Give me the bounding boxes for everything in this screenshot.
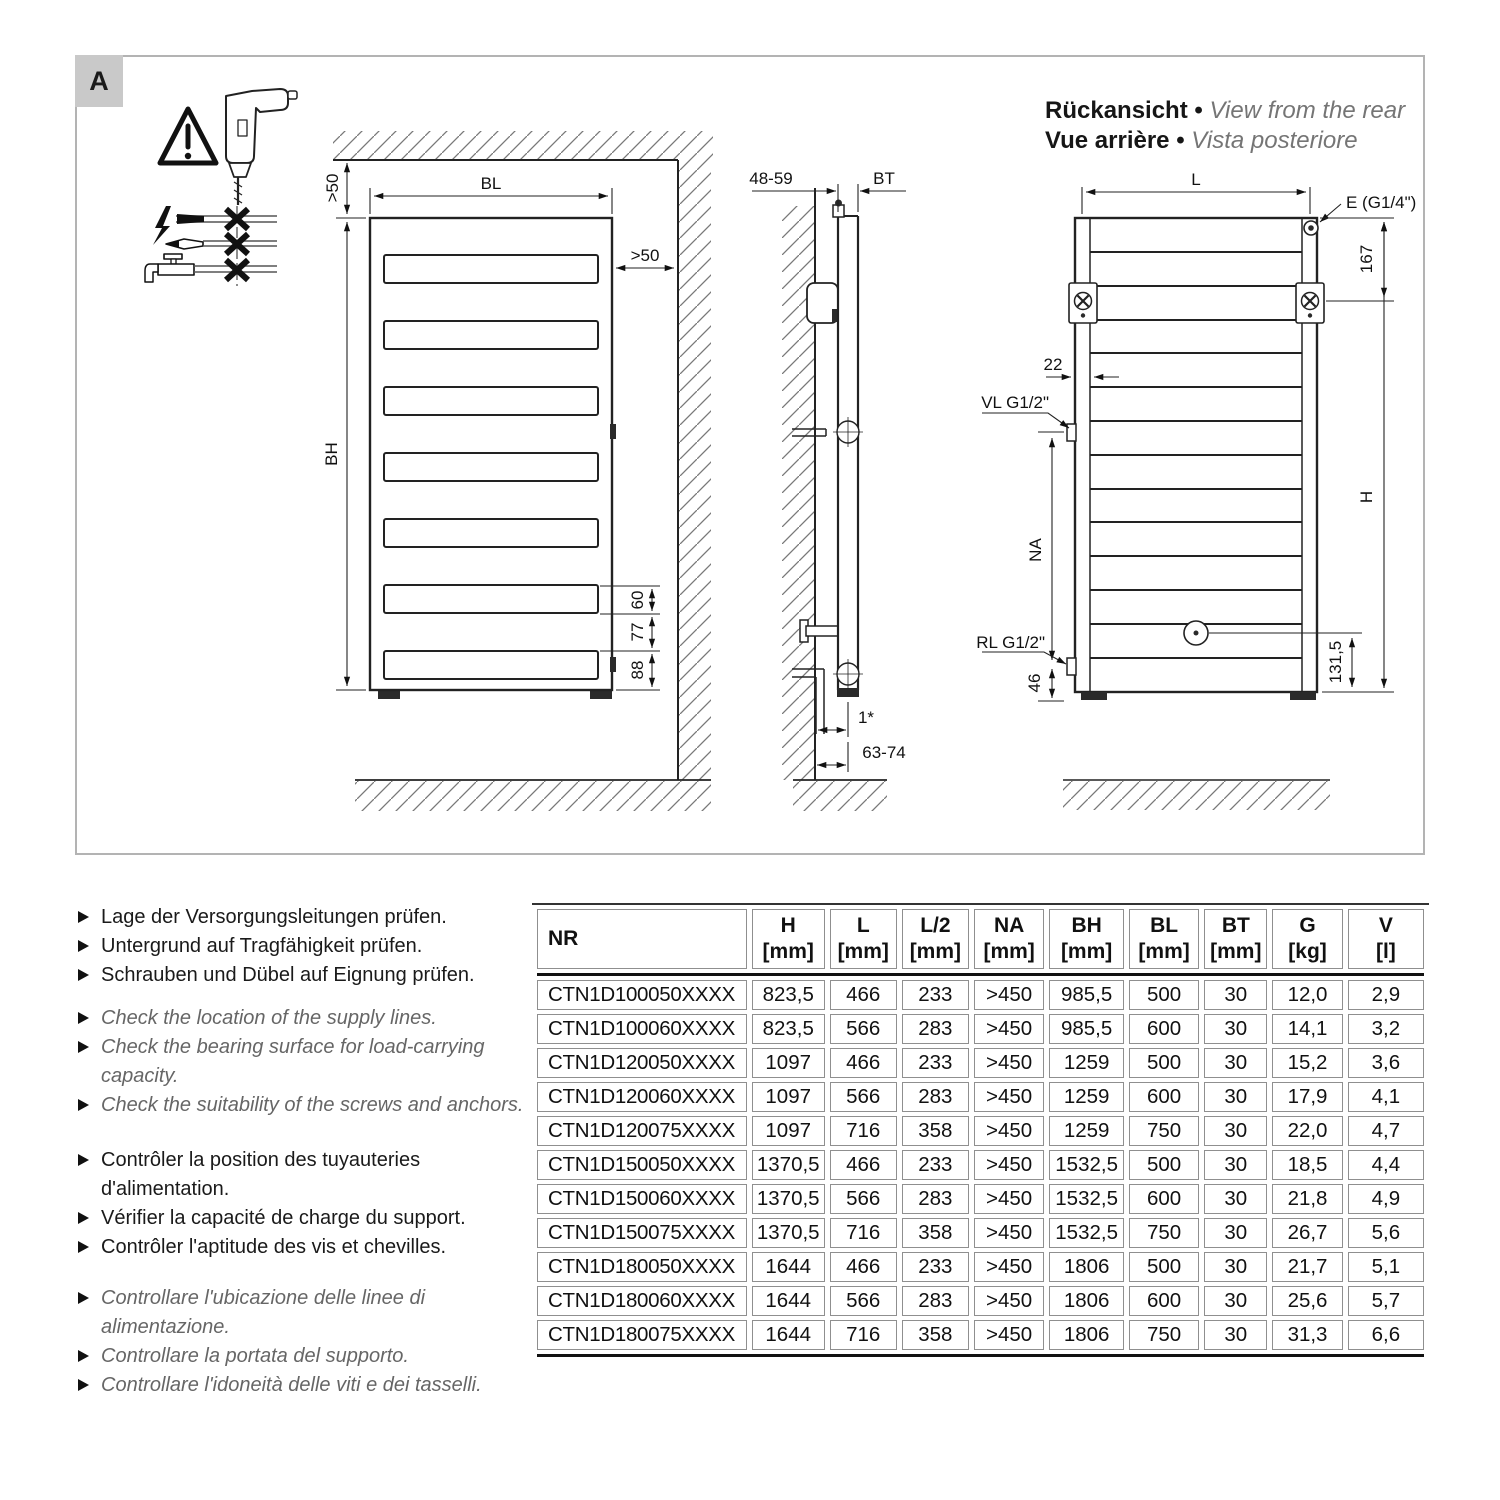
value-cell: 15,2: [1272, 1048, 1342, 1078]
value-cell: 1806: [1049, 1286, 1124, 1316]
label-return: RL G1/2": [976, 633, 1045, 652]
dim-label-22: 22: [1043, 355, 1063, 374]
value-cell: 985,5: [1049, 1014, 1124, 1044]
column-header-nr: NR: [537, 909, 747, 969]
value-cell: 30: [1204, 1048, 1267, 1078]
column-header-l2: L/2 [mm]: [902, 909, 969, 969]
bullet-triangle-icon: [78, 940, 89, 952]
table-row: [537, 1150, 1424, 1180]
value-cell: 3,6: [1348, 1048, 1424, 1078]
dim-label-pipe-distance: 63-74: [862, 743, 906, 762]
value-cell: 30: [1204, 1184, 1267, 1214]
value-cell: 1370,5: [752, 1184, 825, 1214]
instruction-text: Check the location of the supply lines.: [101, 1007, 437, 1029]
label-flow: VL G1/2": [981, 393, 1049, 412]
instruction-item: [78, 1091, 533, 1120]
value-cell: >450: [974, 1320, 1044, 1350]
value-cell: 30: [1204, 1218, 1267, 1248]
table-row: [537, 1218, 1424, 1248]
value-cell: 1259: [1049, 1082, 1124, 1112]
instruction-item: [78, 932, 533, 961]
instruction-text: Vérifier la capacité de charge du support.: [101, 1207, 466, 1229]
bullet-triangle-icon: [78, 1292, 89, 1304]
part-number-cell: CTN1D120050XXXX: [537, 1048, 747, 1078]
value-cell: 500: [1129, 1252, 1199, 1282]
value-cell: >450: [974, 1014, 1044, 1044]
instruction-text: Contrôler la position des tuyauteries d'alimentation.: [101, 1149, 421, 1200]
bullet-triangle-icon: [78, 1012, 89, 1024]
value-cell: 500: [1129, 1048, 1199, 1078]
value-cell: 30: [1204, 1150, 1267, 1180]
value-cell: 600: [1129, 1082, 1199, 1112]
value-cell: 1097: [752, 1116, 825, 1146]
value-cell: 30: [1204, 1082, 1267, 1112]
header-row: [537, 909, 1424, 969]
lightning-icon: [153, 206, 171, 245]
value-cell: 17,9: [1272, 1082, 1342, 1112]
value-cell: 716: [830, 1116, 897, 1146]
value-cell: 30: [1204, 1116, 1267, 1146]
value-cell: 566: [830, 1286, 897, 1316]
table-row: [537, 1014, 1424, 1044]
value-cell: 1259: [1049, 1116, 1124, 1146]
table-row: [537, 1184, 1424, 1214]
part-number-cell: CTN1D150050XXXX: [537, 1150, 747, 1180]
value-cell: 5,1: [1348, 1252, 1424, 1282]
dim-label-side-clearance: >50: [630, 246, 660, 265]
rear-view: [976, 170, 1416, 810]
instruction-item: [78, 1033, 533, 1091]
value-cell: >450: [974, 1184, 1044, 1214]
dim-label-top-clearance: >50: [323, 173, 342, 203]
faucet-icon: [145, 254, 194, 282]
value-cell: 21,8: [1272, 1184, 1342, 1214]
caption-de: Rückansicht: [1045, 97, 1188, 124]
dim-label-60: 60: [628, 590, 647, 610]
caption-line-2: Vue arrière • Vista posteriore: [1045, 127, 1358, 154]
bullet-triangle-icon: [78, 969, 89, 981]
value-cell: 5,6: [1348, 1218, 1424, 1248]
value-cell: 30: [1204, 1286, 1267, 1316]
caption-line-1: Rückansicht • View from the rear: [1045, 97, 1406, 124]
value-cell: 30: [1204, 1014, 1267, 1044]
value-cell: >450: [974, 1218, 1044, 1248]
instruction-item: [78, 903, 533, 932]
value-cell: 1644: [752, 1320, 825, 1350]
value-cell: 31,3: [1272, 1320, 1342, 1350]
side-view: [749, 169, 906, 811]
instruction-item: [78, 1004, 533, 1033]
value-cell: 6,6: [1348, 1320, 1424, 1350]
value-cell: 4,1: [1348, 1082, 1424, 1112]
value-cell: 566: [830, 1082, 897, 1112]
value-cell: 21,7: [1272, 1252, 1342, 1282]
instruction-item: [78, 1204, 533, 1233]
value-cell: 500: [1129, 980, 1199, 1010]
value-cell: 12,0: [1272, 980, 1342, 1010]
dim-label-bh: BH: [322, 442, 341, 466]
instruction-group-de: [78, 903, 533, 990]
table-row: [537, 980, 1424, 1010]
value-cell: 566: [830, 1184, 897, 1214]
value-cell: 985,5: [1049, 980, 1124, 1010]
column-header-h: H [mm]: [752, 909, 825, 969]
instruction-group-fr: [78, 1146, 533, 1262]
column-header-l: L [mm]: [830, 909, 897, 969]
table-row: [537, 1320, 1424, 1350]
value-cell: 716: [830, 1320, 897, 1350]
instructions: [78, 903, 533, 1414]
value-cell: 26,7: [1272, 1218, 1342, 1248]
value-cell: 22,0: [1272, 1116, 1342, 1146]
dim-label-77: 77: [628, 622, 647, 642]
table-row: [537, 1252, 1424, 1282]
value-cell: 30: [1204, 1252, 1267, 1282]
dim-label-thermostat: 131,5: [1326, 640, 1345, 684]
column-header-bh: BH [mm]: [1049, 909, 1124, 969]
value-cell: >450: [974, 1082, 1044, 1112]
front-view: [322, 131, 713, 811]
value-cell: 358: [902, 1116, 969, 1146]
value-cell: 1370,5: [752, 1218, 825, 1248]
instruction-item: [78, 1342, 533, 1371]
rear-view-caption: [1045, 96, 1406, 156]
caption-en: View from the rear: [1209, 97, 1406, 124]
value-cell: 4,9: [1348, 1184, 1424, 1214]
value-cell: 1806: [1049, 1252, 1124, 1282]
value-cell: 466: [830, 980, 897, 1010]
dim-label-bt: BT: [873, 169, 895, 188]
bullet-triangle-icon: [78, 1041, 89, 1053]
value-cell: 233: [902, 1252, 969, 1282]
value-cell: 4,7: [1348, 1116, 1424, 1146]
drill-icon: [226, 89, 297, 205]
bullet-triangle-icon: [78, 1241, 89, 1253]
value-cell: 1097: [752, 1082, 825, 1112]
value-cell: 1644: [752, 1286, 825, 1316]
instruction-text: Controllare la portata del supporto.: [101, 1345, 409, 1367]
dim-label-167: 167: [1357, 244, 1376, 274]
bullet-triangle-icon: [78, 1154, 89, 1166]
dim-label-bl: BL: [480, 174, 502, 193]
value-cell: >450: [974, 1116, 1044, 1146]
value-cell: 358: [902, 1320, 969, 1350]
value-cell: 1532,5: [1049, 1150, 1124, 1180]
value-cell: 716: [830, 1218, 897, 1248]
value-cell: 1532,5: [1049, 1184, 1124, 1214]
instruction-item: [78, 1284, 533, 1342]
value-cell: 233: [902, 980, 969, 1010]
spec-table: [532, 905, 1429, 1361]
part-number-cell: CTN1D120060XXXX: [537, 1082, 747, 1112]
part-number-cell: CTN1D100050XXXX: [537, 980, 747, 1010]
table-row: [537, 1048, 1424, 1078]
part-number-cell: CTN1D100060XXXX: [537, 1014, 747, 1044]
instruction-item: [78, 1371, 533, 1400]
spec-table-container: [532, 903, 1429, 1361]
value-cell: 25,6: [1272, 1286, 1342, 1316]
bullet-triangle-icon: [78, 1099, 89, 1111]
instruction-text: Schrauben und Dübel auf Eignung prüfen.: [101, 964, 475, 986]
instruction-group-en: [78, 1004, 533, 1120]
value-cell: 566: [830, 1014, 897, 1044]
column-header-na: NA [mm]: [974, 909, 1044, 969]
value-cell: 18,5: [1272, 1150, 1342, 1180]
value-cell: 1097: [752, 1048, 825, 1078]
dim-label-46: 46: [1025, 673, 1044, 693]
column-header-bt: BT [mm]: [1204, 909, 1267, 969]
part-number-cell: CTN1D120075XXXX: [537, 1116, 747, 1146]
value-cell: 233: [902, 1048, 969, 1078]
value-cell: 823,5: [752, 1014, 825, 1044]
column-header-bl: BL [mm]: [1129, 909, 1199, 969]
caption-fr: Vue arrière: [1045, 127, 1170, 154]
instruction-text: Controllare l'ubicazione delle linee di alimentazione.: [101, 1287, 426, 1338]
value-cell: >450: [974, 1048, 1044, 1078]
caption-it: Vista posteriore: [1191, 127, 1358, 154]
value-cell: 466: [830, 1252, 897, 1282]
panel-label: A: [75, 55, 123, 107]
value-cell: 750: [1129, 1116, 1199, 1146]
dim-label-l: L: [1191, 170, 1201, 189]
dim-label-88: 88: [628, 660, 647, 680]
value-cell: 2,9: [1348, 980, 1424, 1010]
value-cell: 358: [902, 1218, 969, 1248]
value-cell: >450: [974, 980, 1044, 1010]
value-cell: >450: [974, 1286, 1044, 1316]
technical-drawing: [75, 55, 1425, 855]
value-cell: 750: [1129, 1320, 1199, 1350]
value-cell: >450: [974, 1252, 1044, 1282]
value-cell: 823,5: [752, 980, 825, 1010]
instruction-item: [78, 961, 533, 990]
return-fitting: [1067, 658, 1076, 675]
bullet-triangle-icon: [78, 1350, 89, 1362]
value-cell: 466: [830, 1048, 897, 1078]
value-cell: 14,1: [1272, 1014, 1342, 1044]
header-rule: [537, 973, 1424, 976]
value-cell: 600: [1129, 1014, 1199, 1044]
value-cell: 5,7: [1348, 1286, 1424, 1316]
instruction-text: Check the suitability of the screws and anchors.: [101, 1094, 524, 1116]
table-row: [537, 1116, 1424, 1146]
value-cell: 1259: [1049, 1048, 1124, 1078]
value-cell: 1532,5: [1049, 1218, 1124, 1248]
value-cell: 283: [902, 1082, 969, 1112]
part-number-cell: CTN1D180075XXXX: [537, 1320, 747, 1350]
dim-label-h: H: [1357, 490, 1376, 504]
dim-label-offset: 1*: [857, 708, 875, 727]
bullet-triangle-icon: [78, 911, 89, 923]
column-header-g: G [kg]: [1272, 909, 1342, 969]
value-cell: 750: [1129, 1218, 1199, 1248]
instruction-text: Check the bearing surface for load-carrying capacity.: [101, 1036, 485, 1087]
value-cell: 4,4: [1348, 1150, 1424, 1180]
value-cell: 283: [902, 1184, 969, 1214]
instruction-text: Controllare l'idoneità delle viti e dei tasselli.: [101, 1374, 482, 1396]
instruction-text: Untergrund auf Tragfähigkeit prüfen.: [101, 935, 423, 957]
instruction-group-it: [78, 1284, 533, 1400]
label-air-vent: E (G1/4"): [1346, 193, 1417, 212]
value-cell: 1644: [752, 1252, 825, 1282]
value-cell: 1806: [1049, 1320, 1124, 1350]
value-cell: 30: [1204, 980, 1267, 1010]
warning-icons: [145, 89, 297, 288]
value-cell: 1370,5: [752, 1150, 825, 1180]
part-number-cell: CTN1D150060XXXX: [537, 1184, 747, 1214]
value-cell: 600: [1129, 1184, 1199, 1214]
value-cell: 283: [902, 1286, 969, 1316]
flow-fitting: [1067, 424, 1076, 441]
value-cell: 600: [1129, 1286, 1199, 1316]
value-cell: >450: [974, 1150, 1044, 1180]
table-row: [537, 1286, 1424, 1316]
instruction-text: Contrôler l'aptitude des vis et chevilles.: [101, 1236, 447, 1258]
value-cell: 283: [902, 1014, 969, 1044]
instruction-text: Lage der Versorgungsleitungen prüfen.: [101, 906, 447, 928]
value-cell: 3,2: [1348, 1014, 1424, 1044]
instruction-item: [78, 1146, 533, 1204]
value-cell: 233: [902, 1150, 969, 1180]
value-cell: 500: [1129, 1150, 1199, 1180]
part-number-cell: CTN1D150075XXXX: [537, 1218, 747, 1248]
bottom-rule: [537, 1354, 1424, 1357]
bullet-triangle-icon: [78, 1212, 89, 1224]
value-cell: 466: [830, 1150, 897, 1180]
table-body: [537, 973, 1424, 1357]
table-row: [537, 1082, 1424, 1112]
bullet-triangle-icon: [78, 1379, 89, 1391]
column-header-v: V [l]: [1348, 909, 1424, 969]
dim-label-na: NA: [1026, 538, 1045, 562]
part-number-cell: CTN1D180060XXXX: [537, 1286, 747, 1316]
value-cell: 30: [1204, 1320, 1267, 1350]
instruction-item: [78, 1233, 533, 1262]
part-number-cell: CTN1D180050XXXX: [537, 1252, 747, 1282]
dim-label-wall-distance: 48-59: [749, 169, 793, 188]
